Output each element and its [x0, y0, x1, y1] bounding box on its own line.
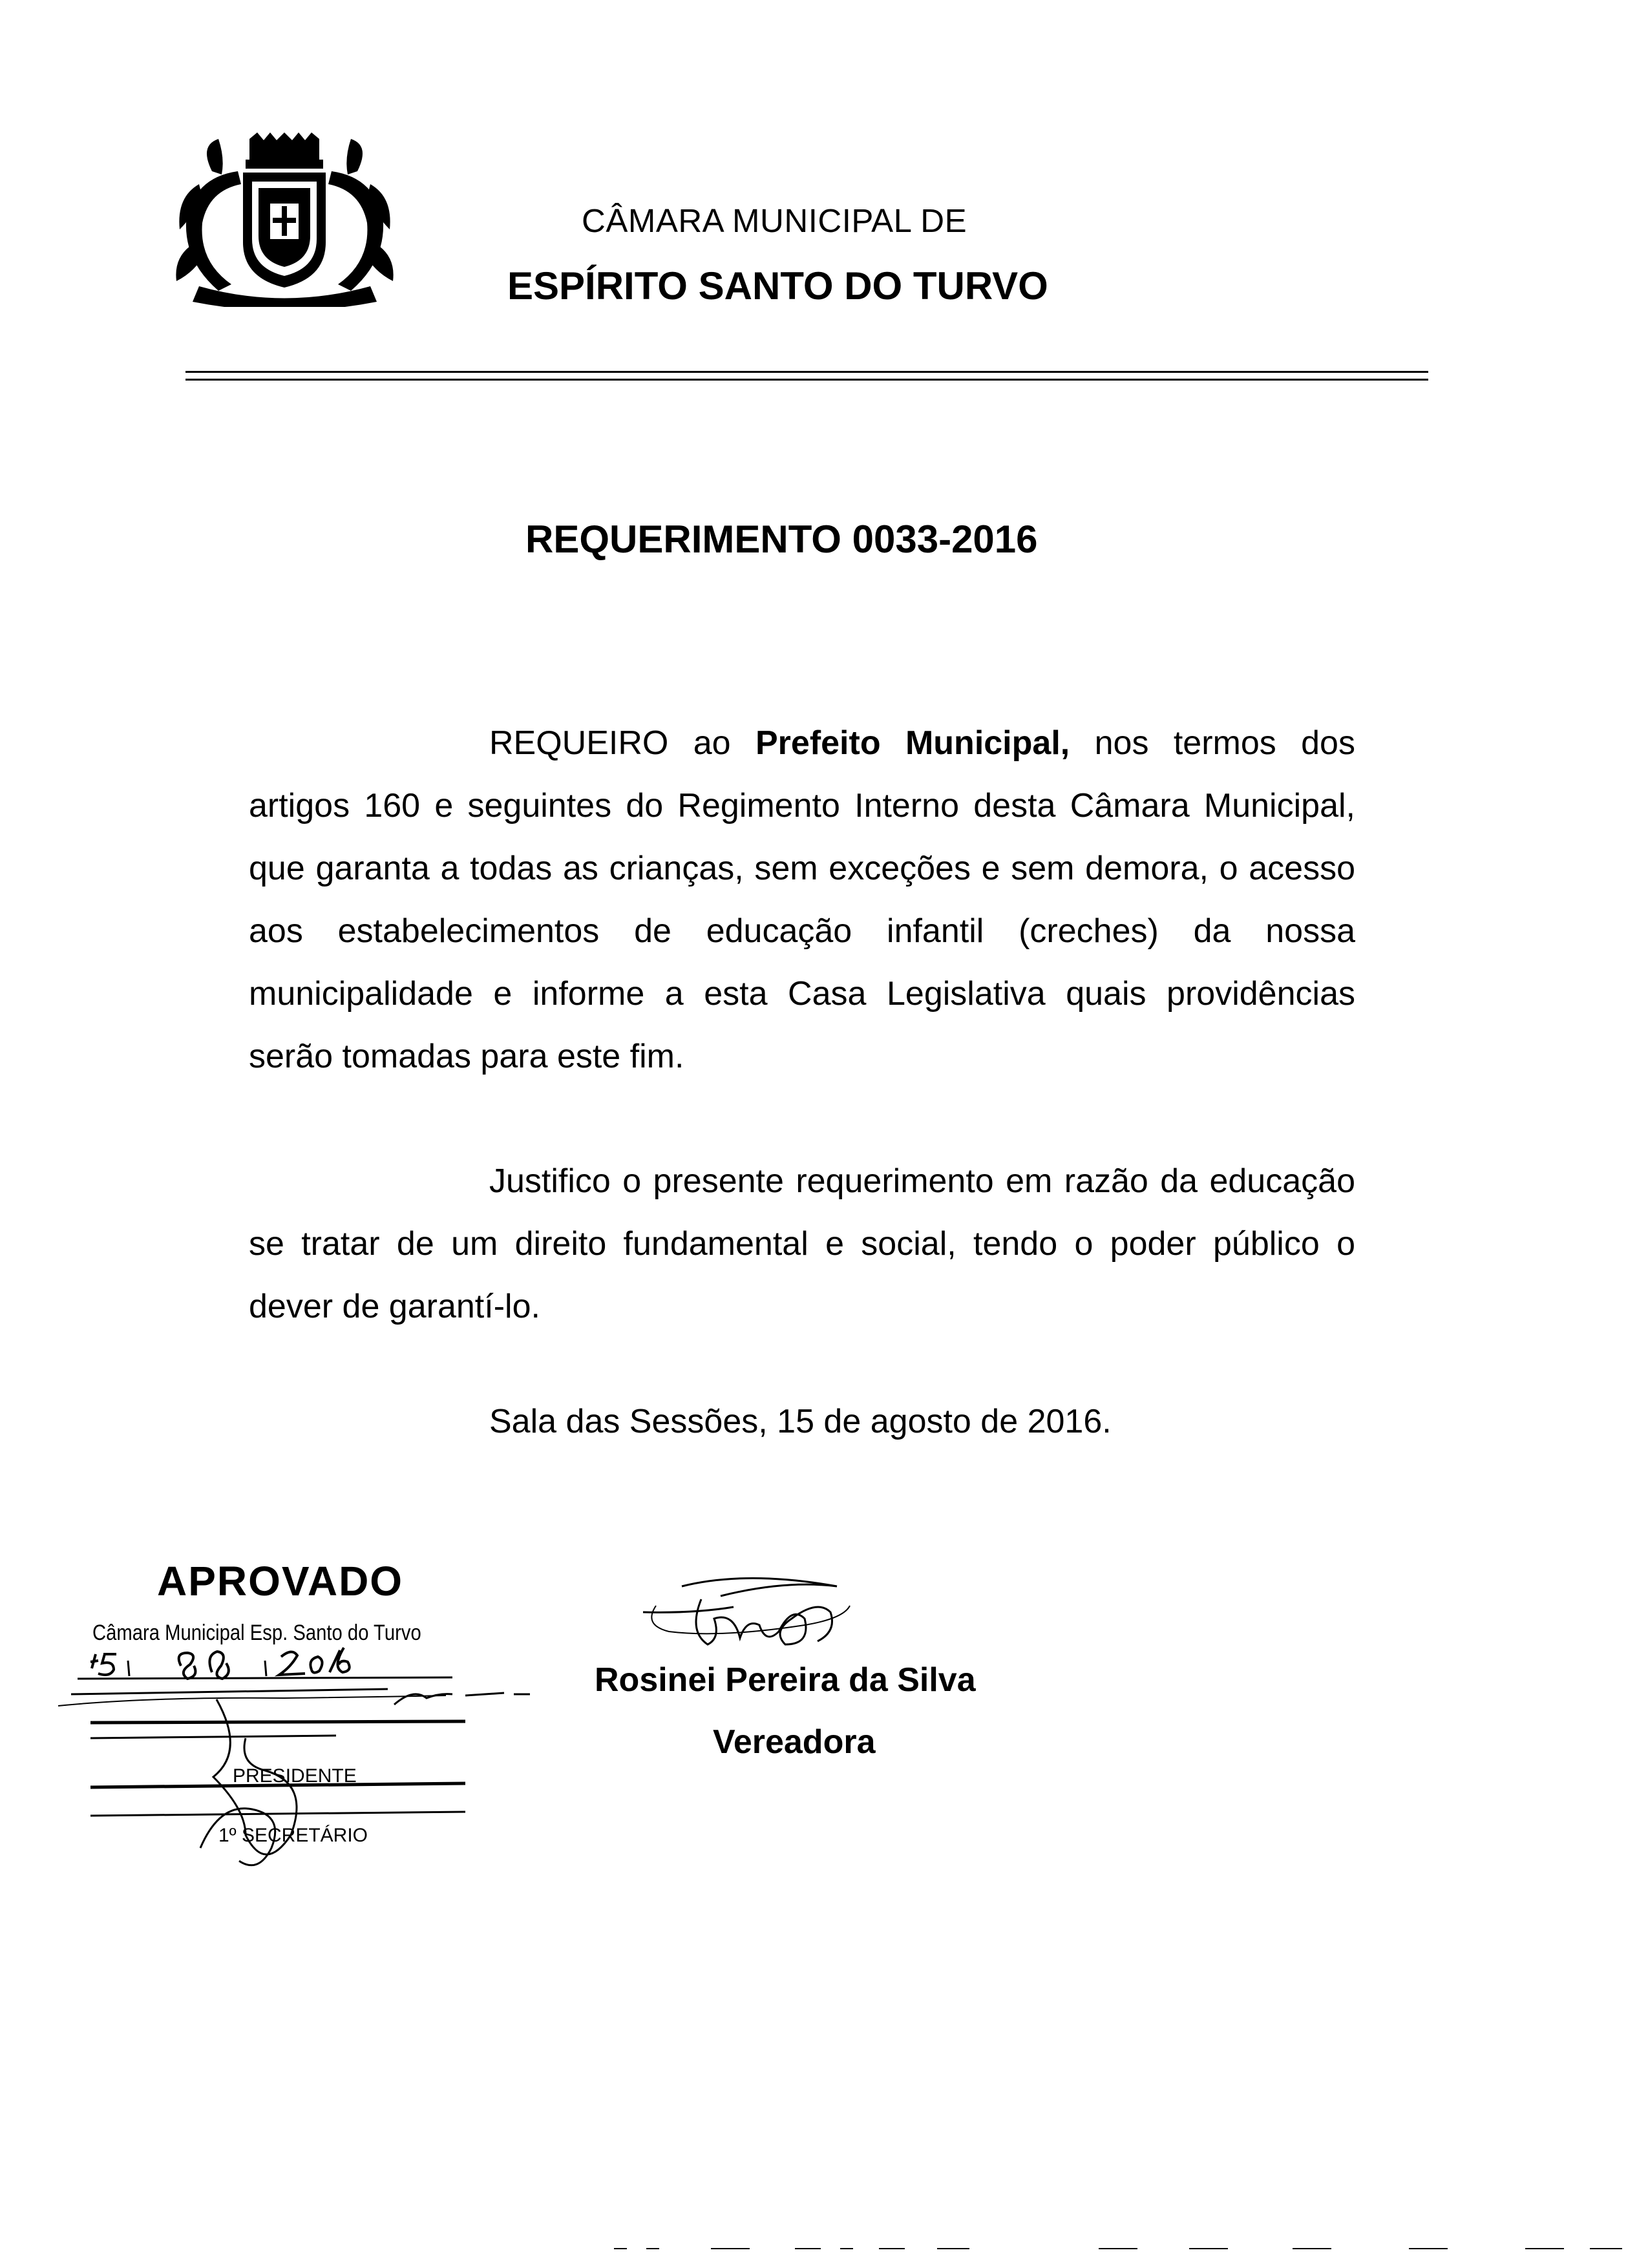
scan-artifact-marks [517, 2242, 1629, 2255]
stamp-role-president: PRESIDENTE [233, 1765, 357, 1787]
paragraph-request [249, 712, 1355, 1088]
stamp-approved-title: APROVADO [157, 1558, 404, 1604]
document-title: REQUERIMENTO 0033-2016 [525, 518, 1038, 561]
header-institution-line1: CÂMARA MUNICIPAL DE [582, 202, 967, 239]
stamp-handwritten-date [52, 1641, 582, 1887]
stamp-institution-subtitle: Câmara Municipal Esp. Santo do Turvo [92, 1621, 421, 1645]
paragraph-request-body: nos termos dos artigos 160 e seguintes do Regimento Interno desta Câmara Municipal, que garanta a todas as crianças, sem exceções e sem demora, o acesso aos estabelecimentos de educação infantil (creches) da nossa municipalidade e informe a esta Casa Legislativa quais providências serão tomadas para este fim. [249, 724, 1355, 1075]
paragraph-request-addressee: Prefeito Municipal, [755, 724, 1070, 762]
signatory-name: Rosinei Pereira da Silva [595, 1661, 976, 1699]
header-institution-line2: ESPÍRITO SANTO DO TURVO [507, 264, 1048, 308]
header-divider-bottom [185, 379, 1428, 381]
paragraph-request-lead: REQUEIRO ao [489, 724, 755, 762]
header-divider-top [185, 371, 1428, 373]
stamp-role-secretary: 1º SECRETÁRIO [218, 1825, 368, 1846]
closing-date-line: Sala das Sessões, 15 de agosto de 2016. [489, 1403, 1112, 1440]
municipal-coat-of-arms-icon [173, 132, 396, 307]
handwritten-signature-icon [630, 1567, 856, 1670]
paragraph-justification: Justifico o presente requerimento em razão da educação se tratar de um direito fundamental e social, tendo o poder público o dever de garantí-lo. [249, 1162, 1355, 1325]
signatory-role: Vereadora [713, 1723, 876, 1761]
